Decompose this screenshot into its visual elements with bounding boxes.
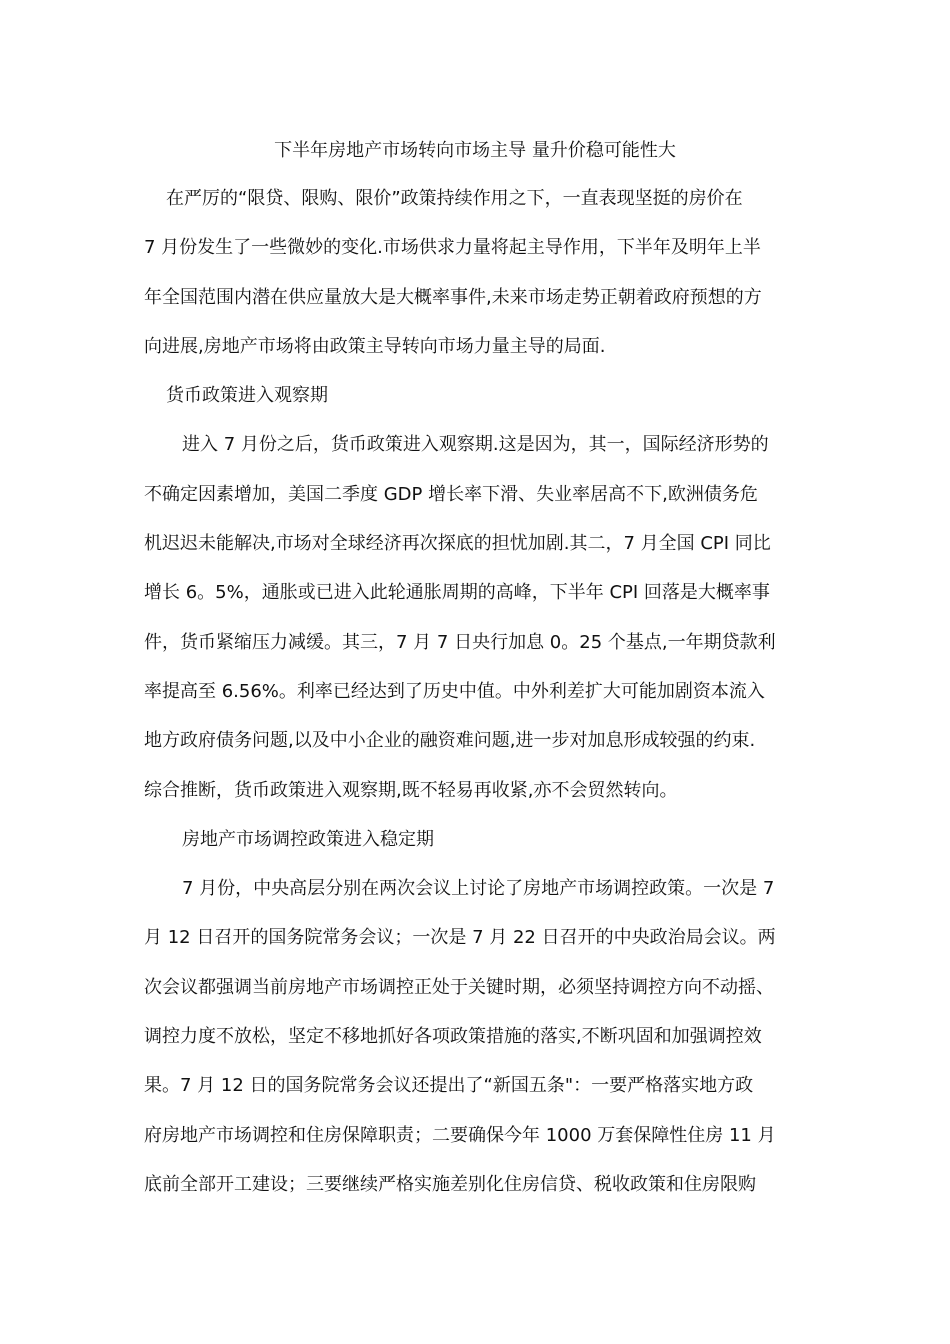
- text-line: 7 月份发生了一些微妙的变化.市场供求力量将起主导作用，下半年及明年上半: [144, 237, 761, 259]
- document-title: 下半年房地产市场转向市场主导 量升价稳可能性大: [274, 140, 676, 161]
- section-heading: 房地产市场调控政策进入稳定期: [182, 828, 434, 850]
- text-line: 7 月份，中央高层分别在两次会议上讨论了房地产市场调控政策。一次是 7: [182, 878, 775, 900]
- text-line: 在严厉的“限贷、限购、限价”政策持续作用之下，一直表现坚挺的房价在: [166, 188, 743, 209]
- text-line: 果。7 月 12 日的国务院常务会议还提出了“新国五条"：一要严格落实地方政: [144, 1075, 754, 1097]
- text-line: 机迟迟未能解决,市场对全球经济再次探底的担忧加剧.其二，7 月全国 CPI 同比: [144, 533, 771, 555]
- text-line: 调控力度不放松，坚定不移地抓好各项政策措施的落实,不断巩固和加强调控效: [144, 1026, 762, 1048]
- text-line: 不确定因素增加，美国二季度 GDP 增长率下滑、失业率居高不下,欧洲债务危: [144, 483, 758, 505]
- text-line: 增长 6。5%，通胀或已进入此轮通胀周期的高峰，下半年 CPI 回落是大概率事: [144, 582, 770, 604]
- text-line: 综合推断，货币政策进入观察期,既不轻易再收紧,亦不会贸然转向。: [144, 779, 678, 801]
- text-line: 进入 7 月份之后，货币政策进入观察期.这是因为，其一，国际经济形势的: [182, 434, 769, 456]
- text-line: 地方政府债务问题,以及中小企业的融资难问题,进一步对加息形成较强的约束.: [144, 730, 756, 752]
- text-line: 府房地产市场调控和住房保障职责；二要确保今年 1000 万套保障性住房 11 月: [144, 1124, 776, 1146]
- text-line: 向进展,房地产市场将由政策主导转向市场力量主导的局面.: [144, 335, 606, 357]
- text-line: 月 12 日召开的国务院常务会议；一次是 7 月 22 日召开的中央政治局会议。两: [144, 927, 776, 949]
- text-line: 次会议都强调当前房地产市场调控正处于关键时期，必须坚持调控方向不动摇、: [144, 976, 774, 998]
- section-heading: 货币政策进入观察期: [166, 385, 328, 407]
- document-body: [144, 186, 810, 1221]
- text-line: 率提高至 6.56%。利率已经达到了历史中值。中外利差扩大可能加剧资本流入: [144, 680, 765, 702]
- text-line: 件，货币紧缩压力减缓。其三，7 月 7 日央行加息 0。25 个基点,一年期贷款利: [144, 631, 776, 653]
- text-line: 年全国范围内潜在供应量放大是大概率事件,未来市场走势正朝着政府预想的方: [144, 286, 762, 308]
- text-line: 底前全部开工建设；三要继续严格实施差别化住房信贷、税收政策和住房限购: [144, 1173, 756, 1195]
